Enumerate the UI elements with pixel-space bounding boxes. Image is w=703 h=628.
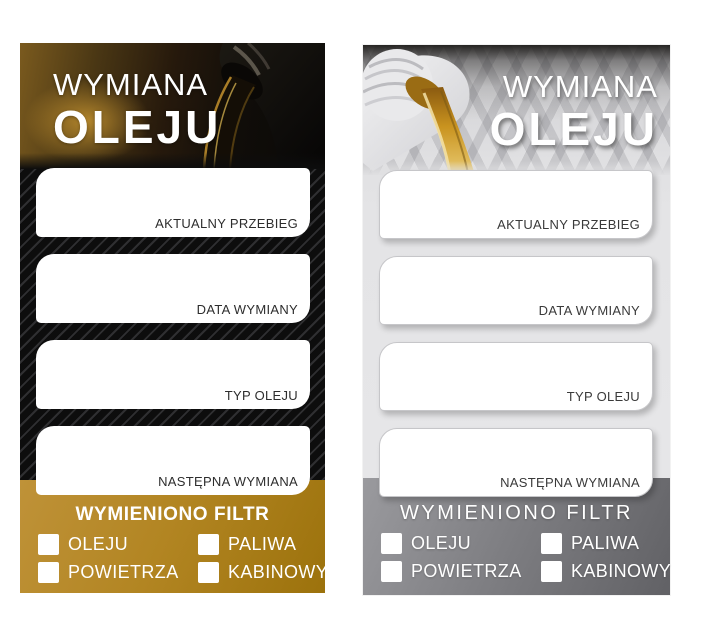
- write-in-field-current-mileage: [36, 168, 310, 237]
- checkbox-air-filter: [381, 561, 402, 582]
- checkbox-fuel-filter: [541, 533, 562, 554]
- filter-option-label: KABINOWY: [571, 561, 672, 581]
- field-caption: DATA WYMIANY: [196, 302, 298, 317]
- filter-option-label: OLEJU: [411, 533, 472, 553]
- sticker-title-line1: WYMIANA: [502, 69, 658, 104]
- write-in-field-next-change: [379, 428, 653, 497]
- sticker-header-photo: [363, 45, 670, 175]
- filter-option-label: OLEJU: [68, 534, 129, 554]
- write-in-field-current-mileage: [379, 170, 653, 239]
- write-in-field-oil-type: [379, 342, 653, 411]
- filter-option-fuel: [198, 534, 328, 555]
- checkbox-air-filter: [38, 562, 59, 583]
- filter-section: [20, 480, 329, 593]
- field-caption: NASTĘPNA WYMIANA: [158, 474, 298, 489]
- field-caption: AKTUALNY PRZEBIEG: [497, 217, 640, 232]
- field-caption: TYP OLEJU: [566, 389, 640, 404]
- filter-option-label: KABINOWY: [228, 562, 329, 582]
- write-in-field-next-change: [36, 426, 310, 495]
- checkbox-oil-filter: [38, 534, 59, 555]
- field-caption: NASTĘPNA WYMIANA: [500, 475, 640, 490]
- write-in-field-change-date: [36, 254, 310, 323]
- filter-option-air: [38, 562, 198, 583]
- checkbox-fuel-filter: [198, 534, 219, 555]
- filter-option-cabin: [198, 562, 328, 583]
- checkbox-oil-filter: [381, 533, 402, 554]
- sticker-title-line2: OLEJU: [53, 100, 222, 153]
- filter-option-oil: [38, 534, 198, 555]
- field-caption: DATA WYMIANY: [538, 303, 640, 318]
- oil-change-sticker-silver: [363, 45, 670, 595]
- filter-option-label: POWIETRZA: [411, 561, 522, 581]
- sticker-title-line2: OLEJU: [489, 102, 658, 155]
- filter-option-fuel: [541, 533, 671, 554]
- filter-options-grid: [20, 534, 329, 583]
- oil-change-sticker-gold: [20, 43, 329, 593]
- filter-option-air: [381, 561, 541, 582]
- write-in-field-change-date: [379, 256, 653, 325]
- write-in-field-oil-type: [36, 340, 310, 409]
- filter-section-title: WYMIENIONO FILTR: [400, 502, 633, 524]
- field-caption: AKTUALNY PRZEBIEG: [155, 216, 298, 231]
- filter-option-label: PALIWA: [571, 533, 640, 553]
- filter-option-label: PALIWA: [228, 534, 297, 554]
- filter-options-grid: [363, 533, 670, 582]
- filter-section-title: WYMIENIONO FILTR: [75, 504, 270, 525]
- filter-option-cabin: [541, 561, 671, 582]
- sticker-header-photo: [20, 43, 325, 169]
- field-caption: TYP OLEJU: [224, 388, 298, 403]
- checkbox-cabin-filter: [541, 561, 562, 582]
- checkbox-cabin-filter: [198, 562, 219, 583]
- sticker-title-line1: WYMIANA: [53, 67, 209, 102]
- filter-option-label: POWIETRZA: [68, 562, 179, 582]
- filter-option-oil: [381, 533, 541, 554]
